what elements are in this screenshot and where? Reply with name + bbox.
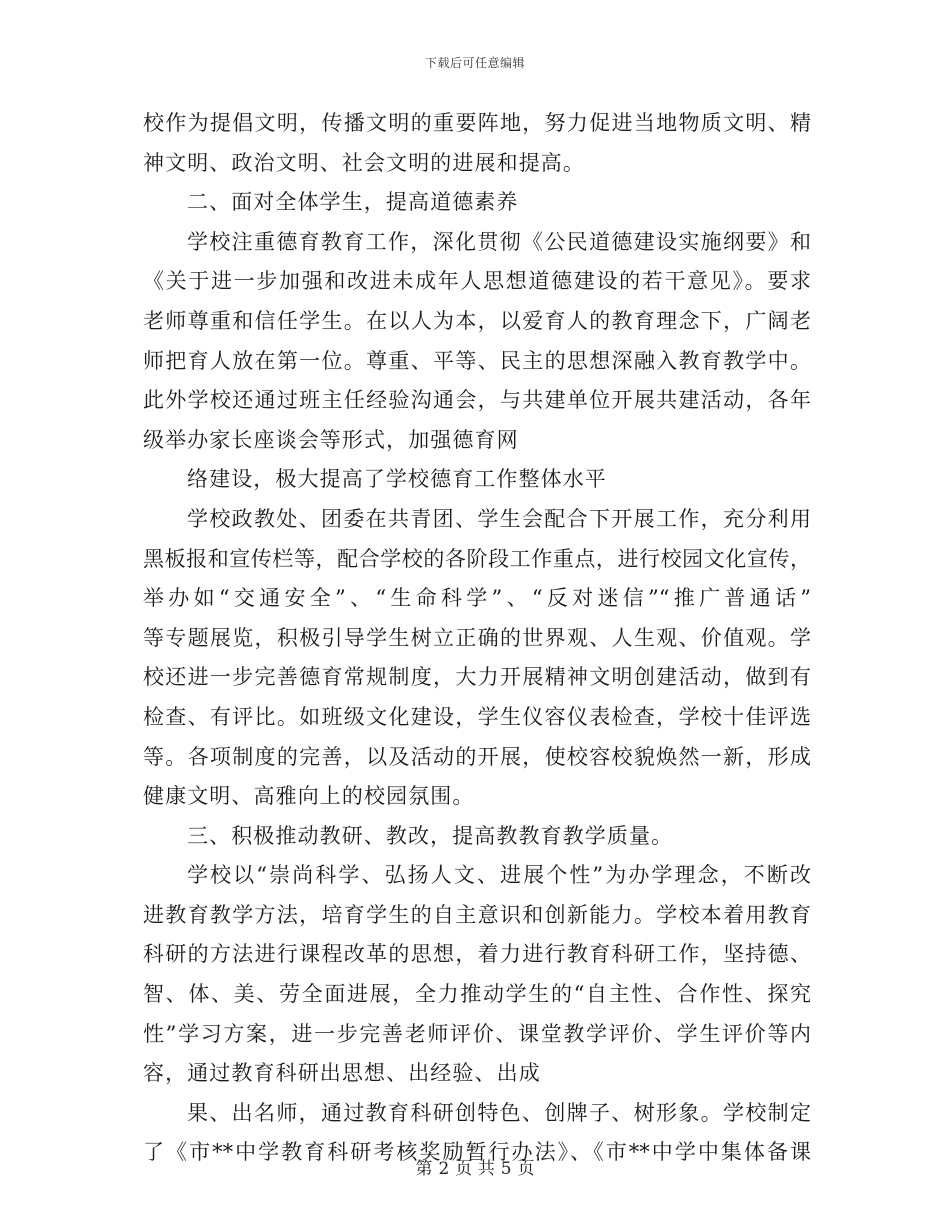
- text-line: 等专题展览，积极引导学生树立正确的世界观、人生观、价值观。学: [143, 625, 811, 650]
- text-line: 学校注重德育教育工作，深化贯彻《公民道德建设实施纲要》和: [187, 229, 811, 254]
- text-line: 学校政教处、团委在共青团、学生会配合下开展工作，充分利用: [187, 506, 811, 531]
- text-line: 等。各项制度的完善，以及活动的开展，使校容校貌焕然一新，形成: [143, 744, 811, 769]
- section-heading: 三、积极推动教研、教改，提高教教育教学质量。: [187, 823, 674, 848]
- page-label-middle: 页 共: [455, 1159, 495, 1179]
- page-number-footer: [0, 1154, 950, 1179]
- text-line: 果、出名师，通过教育科研创特色、创牌子、树形象。学校制定: [187, 1100, 811, 1125]
- text-line: 性”学习方案，进一步完善老师评价、课堂教学评价、学生评价等内: [143, 1021, 811, 1046]
- text-line: 科研的方法进行课程改革的思想，着力进行教育科研工作，坚持德、: [143, 942, 811, 967]
- total-pages-number: 5: [500, 1159, 512, 1179]
- text-line: 校作为提倡文明，传播文明的重要阵地，努力促进当地物质文明、精: [143, 111, 811, 135]
- page-header-note: 下载后可任意编辑: [424, 56, 525, 70]
- page-label-prefix: 第: [415, 1159, 433, 1179]
- text-line: 师把育人放在第一位。尊重、平等、民主的思想深融入教育教学中。: [143, 348, 811, 373]
- text-line: 进教育教学方法，培育学生的自主意识和创新能力。学校本着用教育: [143, 902, 811, 927]
- text-line: 智、体、美、劳全面进展，全力推动学生的“自主性、合作性、探究: [143, 982, 811, 1007]
- text-line: 校还进一步完善德育常规制度，大力开展精神文明创建活动，做到有: [143, 665, 811, 690]
- current-page-number: 2: [438, 1159, 450, 1179]
- text-line: 此外学校还通过班主任经验沟通会，与共建单位开展共建活动，各年: [143, 388, 811, 413]
- section-heading: 二、面对全体学生，提高道德素养: [187, 190, 519, 215]
- text-line: 络建设，极大提高了学校德育工作整体水平: [187, 467, 607, 492]
- document-body: [143, 104, 811, 1173]
- text-line: 容，通过教育科研出思想、出经验、出成: [143, 1061, 541, 1086]
- text-line: 健康文明、高雅向上的校园氛围。: [143, 784, 475, 809]
- text-line: 学校以“崇尚科学、弘扬人文、进展个性”为办学理念，不断改: [187, 863, 811, 888]
- text-line: 级举办家长座谈会等形式，加强德育网: [143, 427, 519, 452]
- page-label-suffix: 页: [517, 1159, 535, 1179]
- text-line: 举办如“交通安全”、“生命科学”、“反对迷信”“推广普通话”: [143, 586, 811, 611]
- text-line: 了《市**中学教育科研考核奖励暂行办法》、《市**中学中集体备课: [143, 1140, 811, 1165]
- text-line: 神文明、政治文明、社会文明的进展和提高。: [143, 150, 585, 175]
- text-line: 老师尊重和信任学生。在以人为本，以爱育人的教育理念下，广阔老: [143, 308, 811, 333]
- text-line: 黑板报和宣传栏等，配合学校的各阶段工作重点，进行校园文化宣传，: [143, 546, 811, 571]
- text-line: 《关于进一步加强和改进未成年人思想道德建设的若干意见》。要求: [143, 269, 811, 294]
- text-line: 检查、有评比。如班级文化建设，学生仪容仪表检查，学校十佳评选: [143, 704, 811, 729]
